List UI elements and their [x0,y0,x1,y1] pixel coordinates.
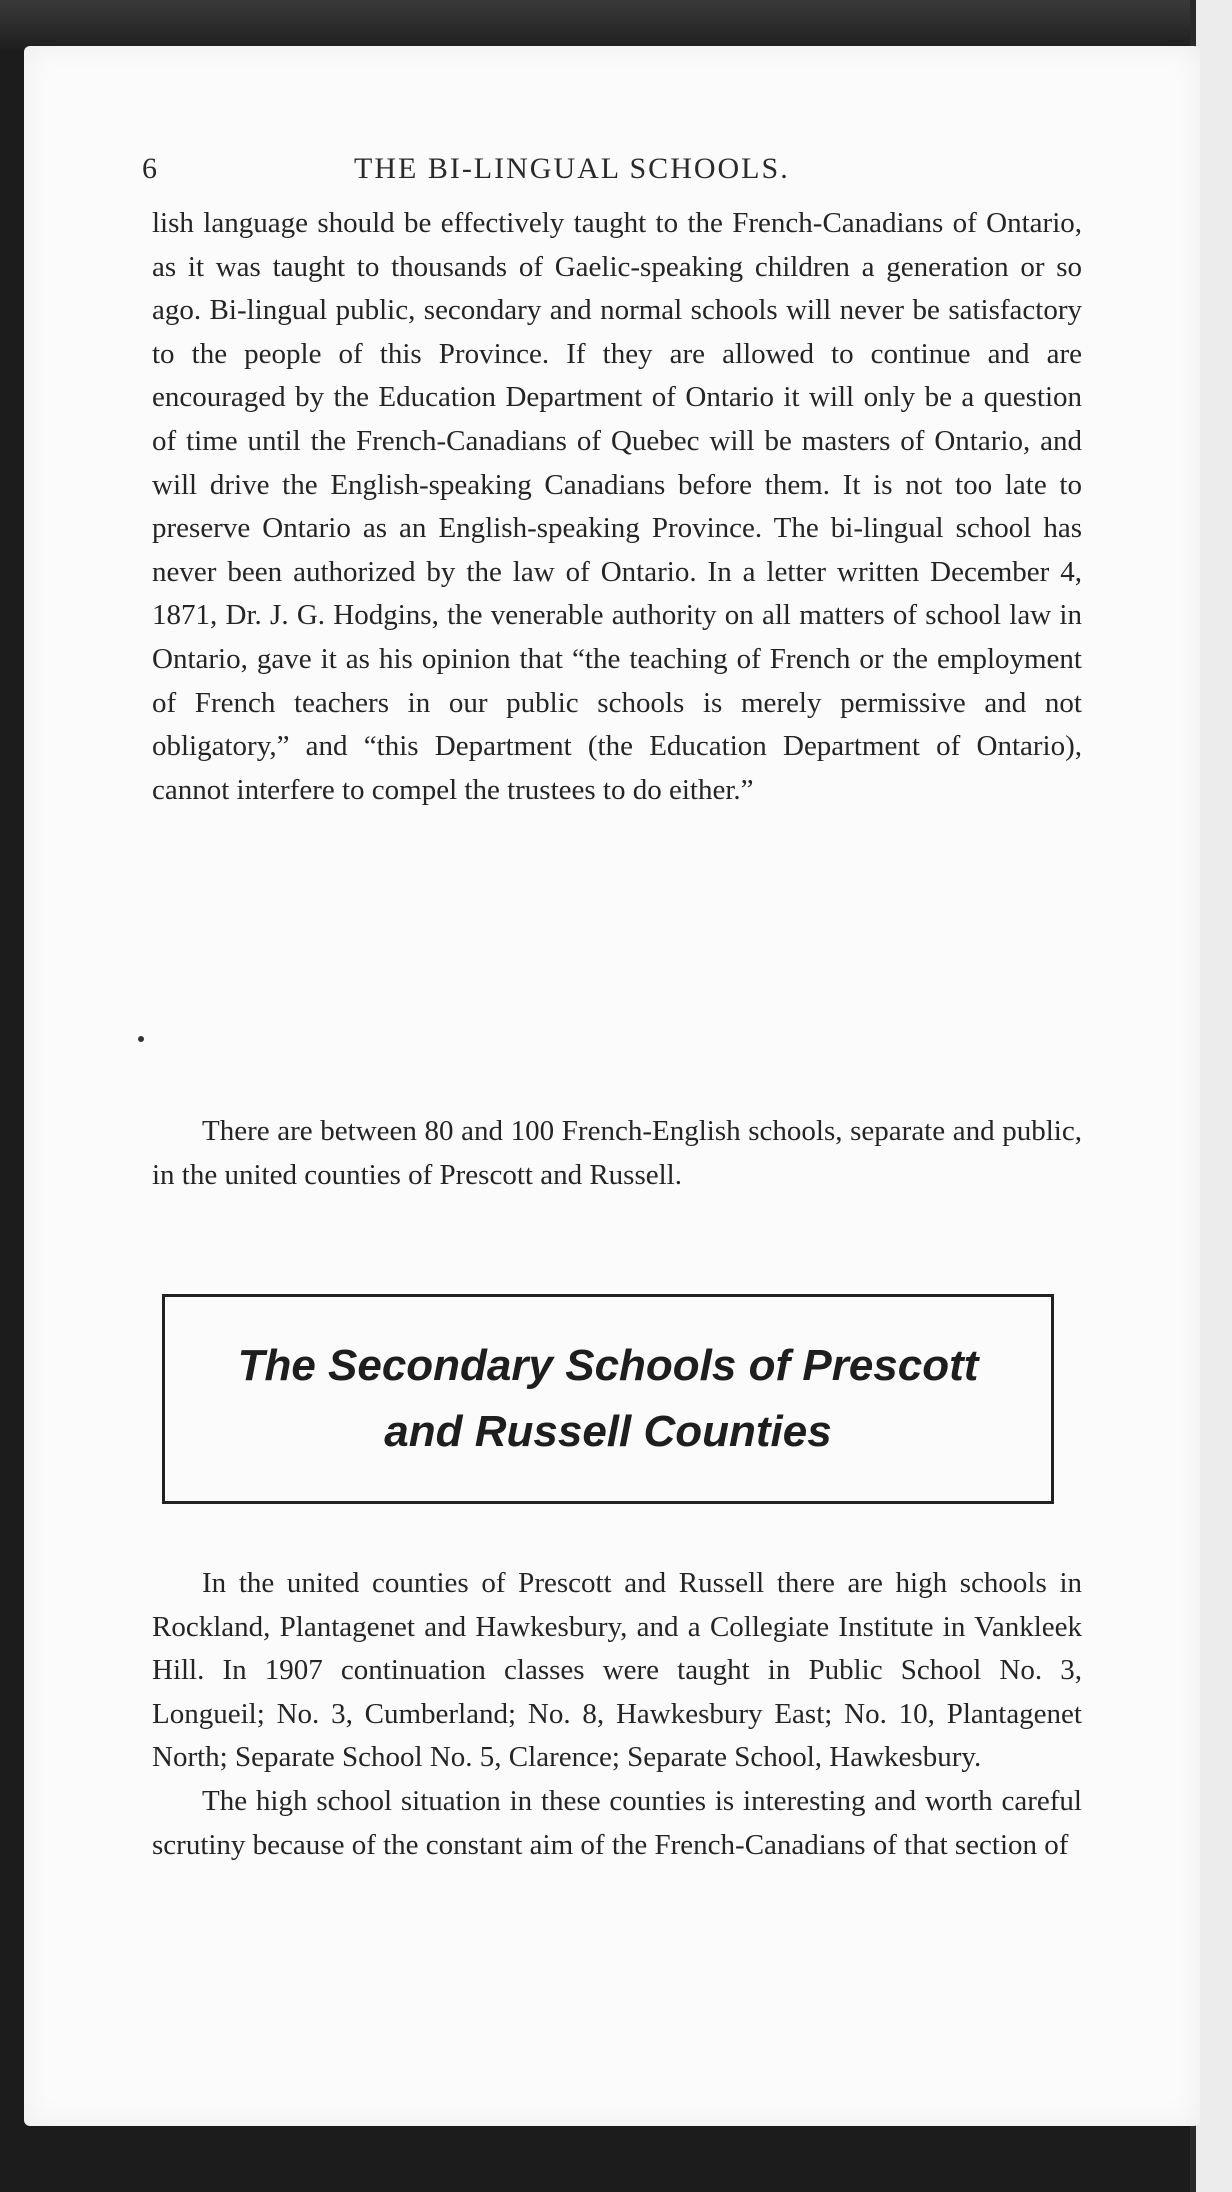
paragraph-high-schools: In the united counties of Prescott and Russell there are high schools in Rockland, Plantagenet and Hawkesbury, and a Collegiate Institute in Vankleek Hill. In 1907 continuation classes were taught in Public School No. 3, Longueil; No. 3, Cumberland; No. 8, Hawkesbury East; No. 10, Plantagenet North; Separate School No. 5, Clarence; Separate School, Hawkesbury. [152,1567,1082,1774]
section-heading-line-1: The Secondary Schools of Prescott [237,1341,979,1390]
paragraph-continued: lish language should be effectively taught to the French-Canadians of Ontario, as it was taught to thousands of Gaelic-speaking children a generation or so ago. Bi-lingual public, secondary and normal schools will never be satisfactory to the people of this Province. If they are allowed to continue and are encouraged by the Education Department of Ontario it will only be a question of time until the French-Canadians of Quebec will be masters of Ontario, and will drive the English-speaking Canadians before them. It is not too late to preserve Ontario as an English-speaking Province. The bi-lingual school has never been authorized by the law of Ontario. In a letter written December 4, 1871, Dr. J. G. Hodgins, the venerable authority on all matters of school law in Ontario, gave it as his opinion that “the teaching of French or the employment of French teachers in our public schools is merely permissive and not obligatory,” and “this Department (the Education Department of Ontario), cannot interfere to compel the trustees to do either.” [152,207,1082,806]
section-heading [198,1333,1018,1465]
paragraph-high-school-situation: The high school situation in these counties is interesting and worth careful scrutiny because of the constant aim of the French-Canadians of that section of [152,1784,1082,1861]
section-body [152,1562,1082,1867]
section-heading-line-2: and Russell Counties [384,1407,832,1456]
page-number: 6 [142,152,157,185]
paragraph-prescott-russell-schools: There are between 80 and 100 French-English schools, separate and public, in the united counties of Prescott and Russell. [152,1115,1082,1191]
scan-top-edge [0,0,1232,50]
running-head: THE BI-LINGUAL SCHOOLS. [354,152,790,185]
document-page [24,46,1200,2126]
page-header [24,152,1200,202]
margin-mark [138,1036,144,1042]
section-heading-box [162,1294,1054,1504]
